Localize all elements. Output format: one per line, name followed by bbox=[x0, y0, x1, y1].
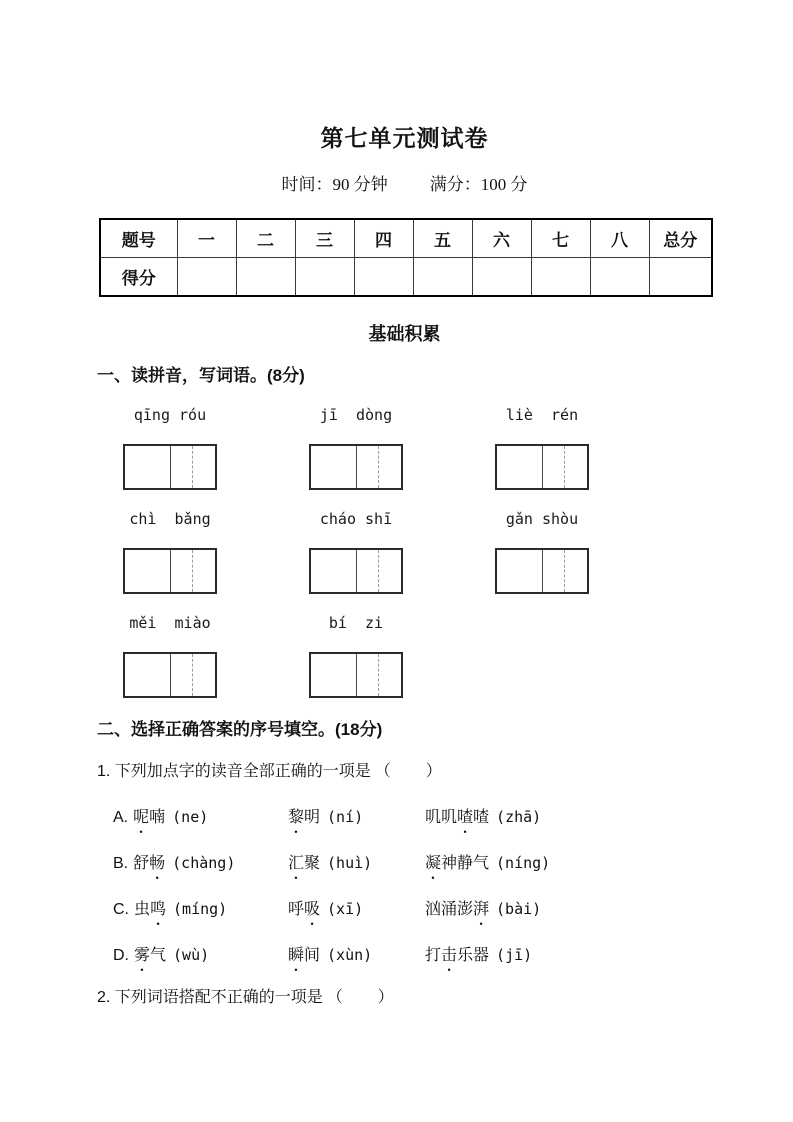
word-pinyin: (míng) bbox=[173, 900, 228, 918]
score-cell bbox=[295, 258, 354, 297]
box-dashed-line bbox=[378, 550, 379, 592]
box-divider-line bbox=[170, 550, 171, 592]
pinyin-row-1 bbox=[123, 407, 712, 490]
header-question-number: 题号 bbox=[100, 219, 177, 258]
writing-box bbox=[123, 652, 217, 698]
emphasized-char: 汇 bbox=[288, 855, 305, 872]
word-text: 喳 bbox=[473, 809, 490, 826]
option-label: D. bbox=[113, 947, 129, 964]
word-text: 神静气 bbox=[441, 855, 490, 872]
word-pinyin: (jī) bbox=[496, 946, 533, 964]
word-pinyin: (níng) bbox=[496, 854, 551, 872]
score-table-header-row bbox=[100, 219, 712, 258]
option-word bbox=[425, 853, 712, 874]
emphasized-char: 畅 bbox=[149, 855, 166, 872]
box-dashed-line bbox=[564, 550, 565, 592]
writing-box bbox=[495, 548, 589, 594]
pinyin-word-block bbox=[123, 511, 217, 594]
word-text: 气 bbox=[150, 947, 167, 964]
header-total: 总分 bbox=[649, 219, 712, 258]
word-text: 乐器 bbox=[457, 947, 490, 964]
option-label: C. bbox=[113, 901, 129, 918]
score-row-label: 得分 bbox=[100, 258, 177, 297]
word-pinyin: (chàng) bbox=[172, 854, 236, 872]
score-cell bbox=[236, 258, 295, 297]
word-pinyin: (ne) bbox=[172, 808, 209, 826]
pinyin-word-block bbox=[309, 407, 403, 490]
option-label: A. bbox=[113, 809, 129, 826]
pinyin-word-block bbox=[495, 407, 589, 490]
pinyin-row-3 bbox=[123, 615, 712, 698]
word-pinyin: (huì) bbox=[327, 854, 373, 872]
word-text: 喃 bbox=[149, 809, 166, 826]
box-divider-line bbox=[542, 550, 543, 592]
word-text: 叽叽 bbox=[425, 809, 458, 826]
question-2-answer-blank: （ ） bbox=[326, 989, 395, 1006]
emphasized-char: 击 bbox=[441, 947, 458, 964]
word-pinyin: (wù) bbox=[173, 946, 210, 964]
full-score: 满分：100 分 bbox=[429, 175, 528, 194]
pinyin-label: cháo shī bbox=[319, 510, 393, 528]
header-col-6: 六 bbox=[472, 219, 531, 258]
word-text: 间 bbox=[304, 947, 321, 964]
option-word bbox=[113, 945, 288, 966]
option-word bbox=[288, 945, 425, 966]
box-divider-line bbox=[170, 446, 171, 488]
score-cell bbox=[177, 258, 236, 297]
emphasized-char: 黎 bbox=[288, 809, 305, 826]
part2-heading: 二、选择正确答案的序号填空。(18分) bbox=[97, 720, 383, 739]
pinyin-word-block bbox=[123, 615, 217, 698]
emphasized-char: 鸣 bbox=[150, 901, 167, 918]
option-row-b bbox=[113, 853, 712, 874]
writing-box bbox=[495, 444, 589, 490]
score-cell bbox=[472, 258, 531, 297]
emphasized-char: 凝 bbox=[425, 855, 442, 872]
word-text: 虫 bbox=[134, 901, 151, 918]
emphasized-char: 喳 bbox=[457, 809, 474, 826]
time-limit: 时间：90 分钟 bbox=[281, 175, 388, 194]
pinyin-word-block bbox=[495, 511, 589, 594]
pinyin-label: jī dòng bbox=[319, 406, 393, 424]
option-word bbox=[113, 807, 288, 828]
question-1-text: 1. 下列加点字的读音全部正确的一项是 bbox=[97, 763, 371, 780]
box-dashed-line bbox=[378, 654, 379, 696]
section-banner: 基础积累 bbox=[368, 324, 441, 344]
option-word bbox=[113, 899, 288, 920]
word-text: 打 bbox=[425, 947, 442, 964]
box-dashed-line bbox=[564, 446, 565, 488]
box-dashed-line bbox=[192, 446, 193, 488]
box-divider-line bbox=[542, 446, 543, 488]
option-word bbox=[288, 853, 425, 874]
option-row-c bbox=[113, 899, 712, 920]
pinyin-label: chì bǎng bbox=[129, 510, 211, 528]
question-2 bbox=[97, 988, 712, 1008]
pinyin-label: gǎn shòu bbox=[505, 510, 579, 528]
box-dashed-line bbox=[192, 550, 193, 592]
word-text: 汹涌澎 bbox=[425, 901, 474, 918]
score-table bbox=[99, 218, 713, 297]
score-table-score-row bbox=[100, 258, 712, 297]
score-cell bbox=[413, 258, 472, 297]
option-row-d bbox=[113, 945, 712, 966]
pinyin-word-block bbox=[309, 615, 403, 698]
writing-box bbox=[309, 444, 403, 490]
option-row-a bbox=[113, 807, 712, 828]
option-word bbox=[288, 807, 425, 828]
emphasized-char: 呢 bbox=[133, 809, 150, 826]
writing-box bbox=[123, 444, 217, 490]
box-divider-line bbox=[356, 654, 357, 696]
word-text: 聚 bbox=[304, 855, 321, 872]
writing-box bbox=[309, 652, 403, 698]
option-word bbox=[425, 899, 712, 920]
emphasized-char: 瞬 bbox=[288, 947, 305, 964]
emphasized-char: 吸 bbox=[304, 901, 321, 918]
word-pinyin: (xī) bbox=[327, 900, 364, 918]
word-text: 明 bbox=[304, 809, 321, 826]
pinyin-label: měi miào bbox=[129, 614, 211, 632]
score-cell bbox=[531, 258, 590, 297]
option-word bbox=[288, 899, 425, 920]
question-1-answer-blank: （ ） bbox=[374, 763, 443, 780]
writing-box bbox=[123, 548, 217, 594]
writing-box bbox=[309, 548, 403, 594]
word-pinyin: (zhā) bbox=[496, 808, 542, 826]
word-pinyin: (ní) bbox=[327, 808, 364, 826]
header-col-4: 四 bbox=[354, 219, 413, 258]
option-label: B. bbox=[113, 855, 129, 872]
word-pinyin: (xùn) bbox=[327, 946, 373, 964]
box-divider-line bbox=[170, 654, 171, 696]
pinyin-label: bí zi bbox=[328, 614, 384, 632]
pinyin-label: liè rén bbox=[505, 406, 579, 424]
option-word bbox=[113, 853, 288, 874]
paper-meta bbox=[97, 176, 712, 194]
score-cell bbox=[354, 258, 413, 297]
score-cell bbox=[590, 258, 649, 297]
box-divider-line bbox=[356, 446, 357, 488]
page-title: 第七单元测试卷 bbox=[320, 125, 489, 151]
emphasized-char: 湃 bbox=[473, 901, 490, 918]
box-divider-line bbox=[356, 550, 357, 592]
option-word bbox=[425, 945, 712, 966]
header-col-2: 二 bbox=[236, 219, 295, 258]
header-col-7: 七 bbox=[531, 219, 590, 258]
question-2-text: 2. 下列词语搭配不正确的一项是 bbox=[97, 989, 323, 1006]
word-text: 舒 bbox=[133, 855, 150, 872]
pinyin-word-block bbox=[309, 511, 403, 594]
emphasized-char: 雾 bbox=[134, 947, 151, 964]
score-cell-total bbox=[649, 258, 712, 297]
box-dashed-line bbox=[378, 446, 379, 488]
header-col-1: 一 bbox=[177, 219, 236, 258]
header-col-8: 八 bbox=[590, 219, 649, 258]
question-1 bbox=[97, 762, 712, 782]
part1-heading: 一、读拼音，写词语。(8分) bbox=[97, 366, 305, 385]
header-col-3: 三 bbox=[295, 219, 354, 258]
pinyin-row-2 bbox=[123, 511, 712, 594]
header-col-5: 五 bbox=[413, 219, 472, 258]
pinyin-word-block bbox=[123, 407, 217, 490]
word-text: 呼 bbox=[288, 901, 305, 918]
pinyin-label: qīng róu bbox=[133, 406, 207, 424]
option-word bbox=[425, 807, 712, 828]
box-dashed-line bbox=[192, 654, 193, 696]
word-pinyin: (bài) bbox=[496, 900, 542, 918]
